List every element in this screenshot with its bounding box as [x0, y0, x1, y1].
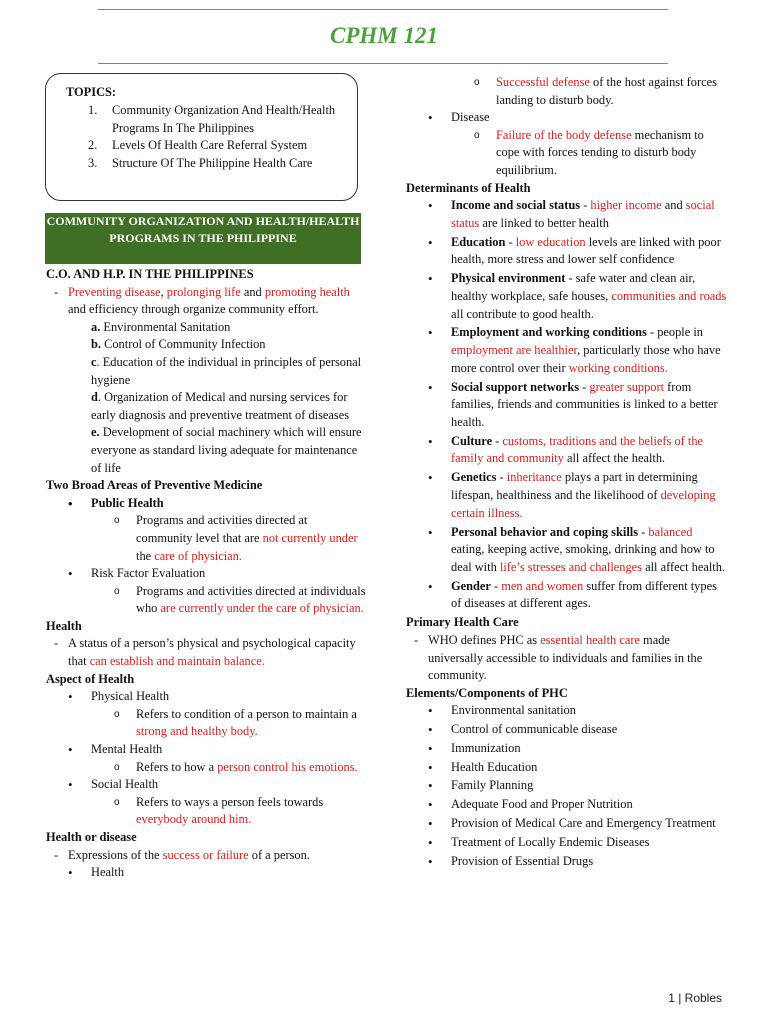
phc-element-item: • Immunization — [406, 740, 728, 758]
co-heading: C.O. AND H.P. IN THE PHILIPPINES — [46, 267, 254, 281]
phc-element-item: • Adequate Food and Proper Nutrition — [406, 796, 728, 814]
hod-health-item: • Health — [46, 864, 366, 882]
health-heading: Health — [46, 618, 82, 633]
determinant-item: • Culture - customs, traditions and the beliefs of the family and community all affect the health. — [406, 433, 728, 468]
topics-list — [64, 102, 349, 172]
topics-box — [45, 73, 358, 201]
phc-element-item: • Control of communicable disease — [406, 721, 728, 739]
phc-element-item: • Environmental sanitation — [406, 702, 728, 720]
phc-element-item: • Family Planning — [406, 777, 728, 795]
header-rule-top — [98, 9, 668, 10]
risk-factor-desc: o Programs and activities directed at individuals who are currently under the care of physician. — [46, 583, 366, 618]
determinant-item: • Gender - men and women suffer from different types of diseases at different ages. — [406, 578, 728, 613]
elements-heading: Elements/Components of PHC — [406, 685, 568, 700]
phc-element-item: • Treatment of Locally Endemic Diseases — [406, 834, 728, 852]
phc-heading: Primary Health Care — [406, 615, 519, 630]
two-areas-heading: Two Broad Areas of Preventive Medicine — [46, 478, 263, 493]
determinant-item: • Physical environment - safe water and clean air, healthy workplace, safe houses, communities and roads all contribute to good health. — [406, 270, 728, 323]
hod-heading: Health or disease — [46, 830, 137, 844]
topic-number: 3. — [88, 155, 98, 170]
page-footer: 1 | Robles — [668, 991, 722, 1005]
phc-element-item: • Health Education — [406, 759, 728, 777]
social-health-desc: o Refers to ways a person feels towards everybody around him. — [46, 794, 366, 829]
hod-disease-desc: o Failure of the body defense mechanism to cope with forces tending to disturb body equilibrium. — [406, 127, 728, 180]
right-column — [406, 74, 728, 871]
topic-item — [64, 155, 349, 173]
topic-item — [64, 137, 349, 155]
co-description: - Preventing disease, prolonging life and promoting health and efficiency through organize community effort. — [46, 284, 366, 319]
phc-desc: - WHO defines PHC as essential health care made universally accessible to individuals and families in the community. — [406, 632, 728, 685]
health-desc: - A status of a person’s physical and psychological capacity that can establish and maintain balance. — [46, 635, 366, 670]
topic-number: 1. — [88, 103, 98, 117]
hod-health-desc: o Successful defense of the host against forces landing to disturb body. — [406, 74, 728, 109]
determinant-item: • Income and social status - higher income and social status are linked to better health — [406, 197, 728, 232]
co-item: e. Development of social machinery which will ensure everyone as standard living adequate for maintenance of life — [91, 425, 362, 475]
determinants-heading: Determinants of Health — [406, 180, 531, 195]
physical-health-item: • Physical Health — [46, 688, 366, 706]
topic-number: 2. — [88, 138, 98, 153]
determinant-item: • Personal behavior and coping skills - balanced eating, keeping active, smoking, drinking and how to deal with life’s stresses and challenges all affect health. — [406, 524, 728, 577]
physical-health-desc: o Refers to condition of a person to maintain a strong and healthy body. — [46, 706, 366, 741]
determinant-item: • Education - low education levels are linked with poor health, more stress and lower self confidence — [406, 234, 728, 269]
social-health-item: • Social Health — [46, 776, 366, 794]
risk-factor-item: • Risk Factor Evaluation — [46, 565, 366, 583]
co-item: b. Control of Community Infection — [91, 337, 266, 352]
header-rule-bottom — [98, 63, 668, 64]
phc-element-item: • Provision of Medical Care and Emergency Treatment — [406, 815, 728, 833]
left-column — [46, 266, 366, 882]
determinants-list — [406, 197, 728, 613]
determinant-item: • Genetics - inheritance plays a part in determining lifespan, healthiness and the likelihood of developing certain illness. — [406, 469, 728, 522]
topic-text: Structure Of The Philippine Health Care — [112, 155, 313, 170]
mental-health-item: • Mental Health — [46, 741, 366, 759]
topic-text: Community Organization And Health/Health Programs In The Philippines — [112, 103, 336, 135]
topic-item — [64, 102, 349, 137]
topic-text: Levels Of Health Care Referral System — [112, 138, 308, 153]
determinant-item: • Social support networks - greater support from families, friends and communities is linked to a better health. — [406, 379, 728, 432]
co-item: d. Organization of Medical and nursing services for early diagnosis and preventive treatment of diseases — [91, 390, 350, 422]
co-item: a. Environmental Sanitation — [91, 319, 231, 334]
determinant-item: • Employment and working conditions - people in employment are healthier, particularly those who have more control over their working conditions. — [406, 324, 728, 377]
hod-disease-item: • Disease — [406, 109, 728, 127]
public-health-desc: o Programs and activities directed at community level that are not currently under the care of physician. — [46, 512, 366, 565]
co-item: c. Education of the individual in principles of personal hygiene — [91, 354, 362, 387]
elements-list — [406, 702, 728, 870]
public-health-item: • Public Health — [46, 495, 366, 513]
phc-element-item: • Provision of Essential Drugs — [406, 853, 728, 871]
topics-heading: TOPICS: — [66, 85, 117, 99]
mental-health-desc: o Refers to how a person control his emotions. — [46, 759, 366, 777]
hod-desc: - Expressions of the success or failure of a person. — [46, 847, 366, 865]
page-title: CPHM 121 — [330, 23, 438, 48]
section-banner: COMMUNITY ORGANIZATION AND HEALTH/HEALTH PROGRAMS IN THE PHILIPPINE — [45, 213, 361, 264]
aspect-heading: Aspect of Health — [46, 671, 135, 686]
